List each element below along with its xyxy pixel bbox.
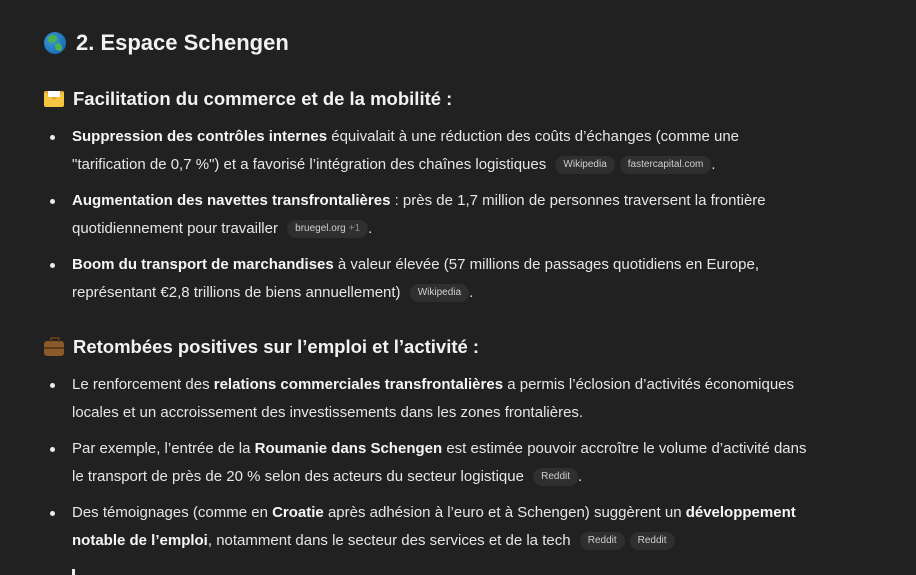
item-bold-text: Suppression des contrôles internes [72,128,328,145]
item-bold-text: relations commerciales transfrontalières [213,376,504,393]
source-chip[interactable]: fastercapital.com [620,156,712,174]
subsection-heading-commerce [44,88,452,110]
item-text: est estimée pouvoir accroître le volume d’activité dans le transport de près de 20 % selon des acteurs du secteur logistique [72,440,807,485]
item-text: a permis l’éclosion d’activités économiques locales et un accroissement des investissements dans les zones frontalières. [72,376,795,421]
envelope-icon [44,91,64,107]
commerce-list [50,123,810,315]
section-heading [44,30,289,56]
item-bold-text: Augmentation des navettes transfrontalières [72,192,391,209]
chip-extra-count: +1 [348,223,361,234]
subsection-title: Retombées positives sur l’emploi et l’activité : [73,336,480,357]
item-end: . [368,220,373,237]
item-bold-text: développement notable de l’emploi [72,504,796,549]
emploi-list [50,371,810,563]
list-item [50,499,810,555]
item-bold-text: Croatie [272,504,324,521]
list-item [50,251,810,307]
chip-label: bruegel.org [295,223,346,234]
item-text: à valeur élevée (57 millions de passages quotidiens en Europe, représentant €2,8 trillions de biens annuellement) [72,256,759,301]
globe-icon [44,32,66,54]
source-chip[interactable]: Reddit [580,532,625,550]
item-bold-text: Boom du transport de marchandises [72,256,334,273]
item-text: , notamment dans le secteur des services et de la tech [207,532,571,549]
item-text: Le renforcement des [72,376,214,393]
briefcase-icon [44,341,64,356]
list-item [50,435,810,491]
source-chip[interactable]: Reddit [533,468,578,486]
item-text: Des témoignages (comme en [72,504,273,521]
source-chip[interactable]: Reddit [630,532,675,550]
source-chip[interactable]: Wikipedia [410,284,469,302]
item-text: : près de 1,7 million de personnes traversent la frontière quotidiennement pour travailler [72,192,766,237]
item-text: Par exemple, l’entrée de la [72,440,255,457]
list-item [50,371,810,427]
section-title: 2. Espace Schengen [76,30,289,55]
subsection-heading-emploi [44,336,479,358]
item-text: après adhésion à l’euro et à Schengen) suggèrent un [323,504,686,521]
item-bold-text: Roumanie dans Schengen [254,440,443,457]
item-end: . [711,156,716,173]
list-item [50,123,810,179]
item-text: équivalait à une réduction des coûts d’échanges (comme une "tarification de 0,7 %") et a favorisé l’intégration des chaînes logistiques [72,128,739,173]
subsection-title: Facilitation du commerce et de la mobilité : [73,88,453,109]
list-item [50,187,810,243]
streaming-cursor [72,569,75,575]
item-end: . [469,284,474,301]
source-chip[interactable]: Wikipedia [555,156,614,174]
source-chip[interactable] [287,220,368,238]
item-end: . [578,468,583,485]
